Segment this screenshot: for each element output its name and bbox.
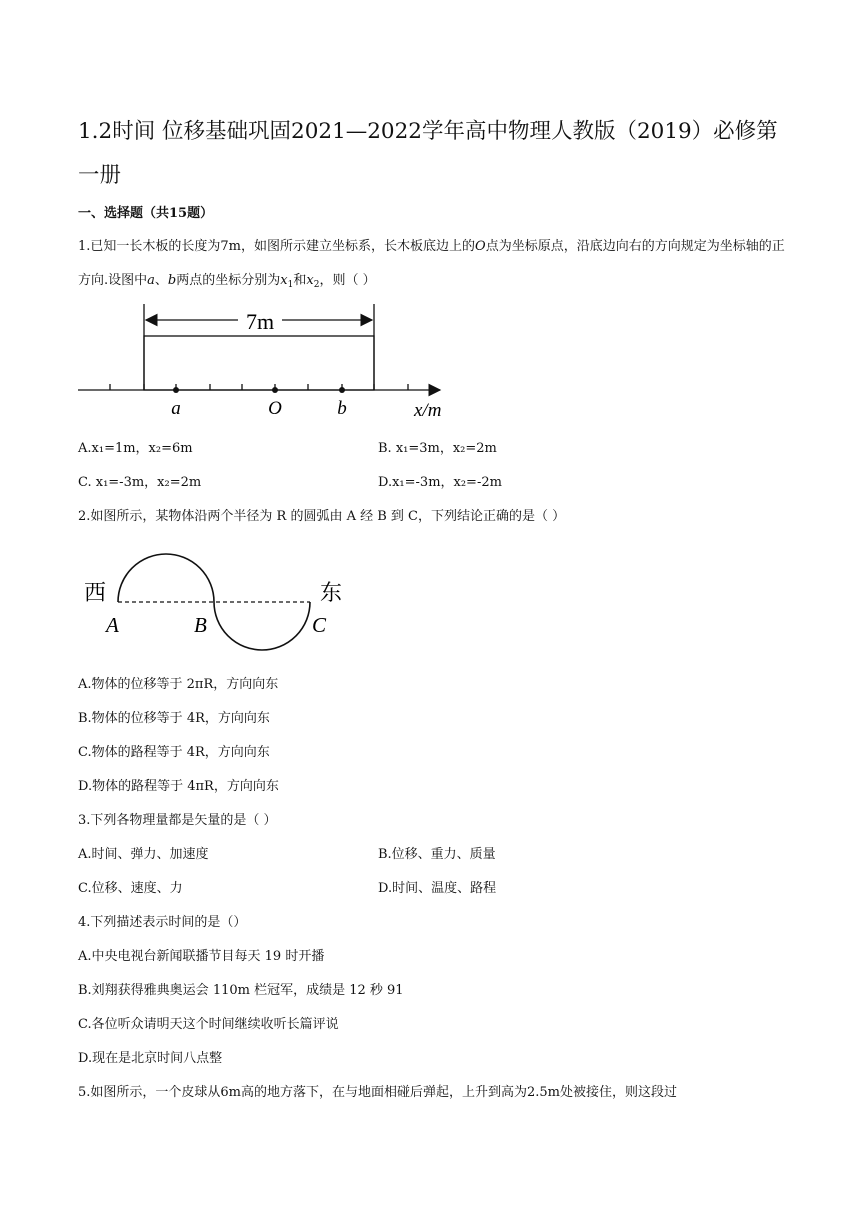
q5-stem: 5.如图所示，一个皮球从6m高的地方落下，在与地面相碰后弹起，上升到高为2.5m处被接住，则这段过: [78, 1085, 678, 1100]
q2-option-c: C.物体的路程等于 4R，方向向东: [78, 745, 270, 760]
q3-option-c: C.位移、速度、力: [78, 881, 183, 896]
point-a-dot: [173, 387, 179, 393]
q3-option-a: A.时间、弹力、加速度: [78, 847, 209, 862]
q1-stem: 1.已知一长木板的长度为7m，如图所示建立坐标系，长木板底边上的O点为坐标原点，沿底边向右的方向规定为坐标轴的正方向.设图中a、b两点的坐标分别为$x_1$和$x_2$，则（ ）: [78, 239, 785, 290]
q4-option-c: C.各位听众请明天这个时间继续收听长篇评说: [78, 1017, 339, 1032]
page-title: 1.2时间 位移基础巩固2021—2022学年高中物理人教版（2019）必修第一册: [78, 119, 778, 188]
q2-stem: 2.如图所示，某物体沿两个半径为 R 的圆弧由 A 经 B 到 C，下列结论正确的是（ ）: [78, 509, 566, 524]
point-C-label: C: [312, 613, 327, 637]
point-A-label: A: [106, 613, 119, 637]
q4-option-a: A.中央电视台新闻联播节目每天 19 时开播: [78, 949, 325, 964]
point-a-label: a: [171, 398, 181, 419]
point-b-label: b: [337, 398, 347, 419]
q4-stem: 4.下列描述表示时间的是（）: [78, 915, 247, 930]
q1-option-a: A.x₁=1m，x₂=6m: [78, 441, 193, 456]
q3-option-d: D.时间、温度、路程: [378, 881, 497, 896]
point-b-dot: [339, 387, 345, 393]
q1-option-d: D.x₁=-3m，x₂=-2m: [378, 475, 502, 490]
q2-option-a: A.物体的位移等于 2πR，方向向东: [78, 677, 279, 692]
lower-arc: [214, 602, 310, 650]
q2-figure: [76, 540, 366, 670]
q1-figure: [74, 298, 474, 428]
q1-option-b: B. x₁=3m，x₂=2m: [378, 441, 497, 456]
section-heading: 一、选择题（共15题）: [78, 206, 214, 221]
length-label: 7m: [245, 309, 275, 334]
q3-option-b: B.位移、重力、质量: [378, 847, 496, 862]
q4-option-b: B.刘翔获得雅典奥运会 110m 栏冠军，成绩是 12 秒 91: [78, 983, 404, 998]
q2-option-b: B.物体的位移等于 4R，方向向东: [78, 711, 270, 726]
q2-option-d: D.物体的路程等于 4πR，方向向东: [78, 779, 279, 794]
q1-option-c: C. x₁=-3m，x₂=2m: [78, 475, 202, 490]
axis-label: x/m: [414, 400, 442, 421]
q4-option-d: D.现在是北京时间八点整: [78, 1051, 223, 1066]
upper-arc: [118, 554, 214, 602]
point-O-label: O: [268, 398, 282, 419]
q3-stem: 3.下列各物理量都是矢量的是（ ）: [78, 813, 277, 828]
axis-ticks: [110, 384, 408, 390]
board-rect: [144, 336, 374, 390]
west-label: 西: [84, 581, 107, 606]
point-O-dot: [272, 387, 278, 393]
east-label: 东: [320, 581, 343, 606]
point-B-label: B: [194, 613, 207, 637]
